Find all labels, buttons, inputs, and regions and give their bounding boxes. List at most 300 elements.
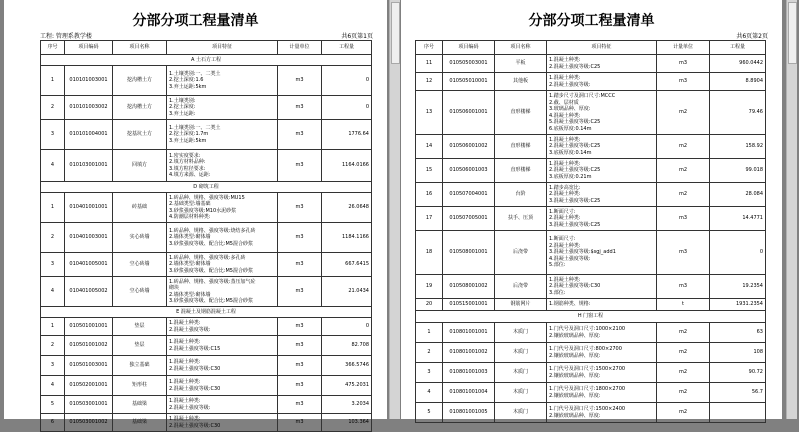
item-unit: m2 xyxy=(657,91,710,135)
table-row xyxy=(41,356,372,376)
item-number: 16 xyxy=(416,183,443,207)
item-number: 13 xyxy=(416,91,443,135)
item-quantity: 1184.1166 xyxy=(322,223,372,253)
item-features xyxy=(547,275,657,299)
item-quantity xyxy=(710,403,766,423)
feature-line: 2.挖土深度:1.7m xyxy=(169,131,209,138)
item-features xyxy=(167,223,278,253)
item-name: 矩形柱 xyxy=(113,376,167,396)
vertical-scrollbar[interactable] xyxy=(786,0,797,419)
item-name: 基础梁 xyxy=(113,396,167,414)
document-page-1 xyxy=(4,0,387,429)
feature-line: 1.土壤类别:一、二类土 xyxy=(169,70,221,77)
item-features xyxy=(547,343,657,363)
item-quantity: 82.708 xyxy=(322,336,372,356)
item-features xyxy=(167,150,278,182)
item-code: 010503001002 xyxy=(65,414,113,432)
item-quantity: 1931.2354 xyxy=(710,299,766,311)
item-number: 1 xyxy=(41,318,65,336)
item-quantity: 21.0434 xyxy=(322,277,372,307)
item-features xyxy=(167,96,278,120)
item-unit: m3 xyxy=(278,396,322,414)
item-code: 010501003001 xyxy=(65,356,113,376)
table-row xyxy=(41,376,372,396)
table-row xyxy=(416,343,766,363)
feature-line: 1.混凝土种类: xyxy=(549,160,581,167)
item-features xyxy=(547,73,657,91)
table-row xyxy=(416,73,766,91)
feature-line: 1.门代号及洞口尺寸:1500×2400 xyxy=(549,406,626,412)
item-quantity: 960.0442 xyxy=(710,55,766,73)
item-unit: m3 xyxy=(278,414,322,432)
item-number: 5 xyxy=(416,403,443,423)
item-number: 2 xyxy=(41,96,65,120)
item-number: 2 xyxy=(41,336,65,356)
item-unit: m3 xyxy=(657,55,710,73)
section-row xyxy=(41,307,372,318)
item-code: 010401005001 xyxy=(65,253,113,277)
item-number: 17 xyxy=(416,207,443,231)
item-name: 木质门 xyxy=(495,363,547,383)
item-quantity: 90.72 xyxy=(710,363,766,383)
col-header: 项目编码 xyxy=(65,41,113,55)
feature-line: 1.砖品种、规格、强度等级:多孔砖 xyxy=(169,254,246,261)
item-quantity: 1164.0166 xyxy=(322,150,372,182)
item-number: 14 xyxy=(416,135,443,159)
feature-line: 1.土壤类别: xyxy=(169,97,196,104)
feature-line: 2.混凝土强度等级: xyxy=(549,81,591,88)
feature-line: 2.镶嵌玻璃品种、厚度: xyxy=(549,332,601,339)
item-features xyxy=(167,336,278,356)
table-row xyxy=(416,383,766,403)
item-features xyxy=(167,414,278,432)
section-title: D 砌筑工程 xyxy=(41,182,372,193)
item-name: 回填方 xyxy=(113,150,167,182)
item-number: 1 xyxy=(41,66,65,96)
item-features xyxy=(167,376,278,396)
feature-line: 3.部位: xyxy=(549,289,566,296)
project-label: 工程: 管理系教学楼 xyxy=(40,33,92,40)
item-name: 挖基坑土方 xyxy=(113,120,167,150)
item-features xyxy=(167,253,278,277)
item-unit: m3 xyxy=(278,336,322,356)
feature-line: 6.底板厚度:0.14m xyxy=(549,125,592,132)
feature-line: 1.混凝土种类: xyxy=(169,320,201,326)
item-quantity: 1776.64 xyxy=(322,120,372,150)
item-quantity: 0 xyxy=(322,96,372,120)
feature-line: 2.混凝土种类: xyxy=(549,191,581,198)
col-header: 工程量 xyxy=(710,41,766,55)
feature-line: 1.断面尺寸: xyxy=(549,208,576,215)
item-features xyxy=(547,403,657,423)
item-name: 木质门 xyxy=(495,383,547,403)
item-number: 4 xyxy=(41,277,65,307)
feature-line: 3.底板厚度:0.21m xyxy=(549,173,592,180)
item-unit: m3 xyxy=(278,193,322,223)
item-unit: m3 xyxy=(278,66,322,96)
item-unit: m2 xyxy=(657,383,710,403)
col-header: 项目特征 xyxy=(167,41,278,55)
item-quantity: 63 xyxy=(710,323,766,343)
item-unit: m3 xyxy=(278,120,322,150)
item-features xyxy=(167,318,278,336)
table-row xyxy=(416,299,766,311)
item-code: 010506001003 xyxy=(443,159,495,183)
item-unit: m3 xyxy=(278,96,322,120)
item-code: 010801001004 xyxy=(443,383,495,403)
item-name: 后浇带 xyxy=(495,275,547,299)
feature-line: 2.混凝土种类: xyxy=(549,215,581,222)
feature-line: 2.混凝土种类: xyxy=(549,242,581,249)
item-quantity: 99.018 xyxy=(710,159,766,183)
document-page-2 xyxy=(401,0,782,419)
item-features xyxy=(167,66,278,96)
feature-line: 1.踏步高宽比: xyxy=(549,184,581,191)
item-code: 010508001002 xyxy=(443,275,495,299)
item-number: 20 xyxy=(416,299,443,311)
feature-line: 2.截、层材质 xyxy=(549,99,579,106)
feature-line: 3.砂浆强度等级、配合比:M5混合砂浆 xyxy=(169,240,253,247)
item-features xyxy=(547,299,657,311)
item-unit: m3 xyxy=(278,376,322,396)
item-quantity: 475.2031 xyxy=(322,376,372,396)
item-code: 010506001002 xyxy=(443,135,495,159)
item-unit: m2 xyxy=(657,343,710,363)
feature-line: 2.挖土深度: xyxy=(169,104,196,111)
feature-line: 3.填方粒径要求: xyxy=(169,165,206,172)
section-title: E 混凝土及钢筋混凝土工程 xyxy=(41,307,372,318)
item-name: 钢筋网片 xyxy=(495,299,547,311)
feature-line: 1.混凝土种类: xyxy=(549,276,581,283)
table-row xyxy=(416,207,766,231)
feature-line: 1.钢筋种类、规格: xyxy=(549,301,591,308)
feature-line: 2.混凝土强度等级: xyxy=(169,326,211,333)
table-row xyxy=(416,403,766,423)
feature-line: 4.混凝土种类: xyxy=(549,112,581,119)
feature-line: 2.墙体类型:砌体墙 xyxy=(169,291,211,298)
feature-line: 2.镶嵌玻璃品种、厚度: xyxy=(549,392,601,399)
item-number: 2 xyxy=(416,343,443,363)
col-header: 项目编码 xyxy=(443,41,495,55)
item-number: 4 xyxy=(41,150,65,182)
item-name: 垫层 xyxy=(113,318,167,336)
item-code: 010503001001 xyxy=(65,396,113,414)
feature-line: 1.混凝土种类: xyxy=(169,416,201,422)
table-row xyxy=(41,66,372,96)
item-quantity: 0 xyxy=(322,318,372,336)
item-code: 010401001001 xyxy=(65,193,113,223)
feature-line: 4.防潮层材料种类: xyxy=(169,214,211,220)
feature-line: 1.砖品种、规格、强度等级:蒸压加气砼 xyxy=(169,278,256,285)
feature-line: 2.混凝土强度等级:C15 xyxy=(169,345,221,352)
item-code: 010103001001 xyxy=(65,150,113,182)
col-header: 序号 xyxy=(41,41,65,55)
table-row xyxy=(41,223,372,253)
item-quantity: 667.6415 xyxy=(322,253,372,277)
item-code: 010501001001 xyxy=(65,318,113,336)
item-code: 010401003001 xyxy=(65,223,113,253)
feature-line: 4.混凝土强度等级: xyxy=(549,255,591,262)
feature-line: 1.混凝土种类: xyxy=(549,136,581,143)
item-code: 010801001002 xyxy=(443,343,495,363)
item-number: 15 xyxy=(416,159,443,183)
item-name: 空心砖墙 xyxy=(113,277,167,307)
feature-line: 1.门代号及洞口尺寸:1000×2100 xyxy=(549,326,626,332)
feature-line: 3.混凝土强度等级:$sgj_add1 xyxy=(549,249,616,256)
section-row xyxy=(416,311,766,323)
item-name: 木质门 xyxy=(495,343,547,363)
item-name: 台阶 xyxy=(495,183,547,207)
item-features xyxy=(167,120,278,150)
page-info: 共6页第2页 xyxy=(736,33,768,40)
item-name: 垫层 xyxy=(113,336,167,356)
feature-line: 2.混凝土强度等级: xyxy=(169,404,211,411)
item-features xyxy=(547,91,657,135)
feature-line: 3.玻璃品种、厚度: xyxy=(549,106,591,112)
col-header: 序号 xyxy=(416,41,443,55)
item-quantity: 28.084 xyxy=(710,183,766,207)
item-name: 其他板 xyxy=(495,73,547,91)
item-code: 010515001001 xyxy=(443,299,495,311)
feature-line: 1.混凝土种类: xyxy=(549,75,581,81)
item-number: 3 xyxy=(41,253,65,277)
item-unit: m3 xyxy=(657,275,710,299)
feature-line: 2.墙体类型:砌体墙 xyxy=(169,261,211,268)
feature-line: 1.混凝土种类: xyxy=(169,379,201,385)
item-number: 3 xyxy=(416,363,443,383)
item-unit: m2 xyxy=(657,363,710,383)
feature-line: 1.断面尺寸: xyxy=(549,236,576,243)
feature-line: 1.混凝土种类: xyxy=(169,398,201,404)
item-features xyxy=(547,323,657,343)
item-quantity: 0 xyxy=(322,66,372,96)
item-quantity: 19.2354 xyxy=(710,275,766,299)
section-title: H 门窗工程 xyxy=(416,311,766,323)
item-quantity: 0 xyxy=(710,231,766,275)
feature-line: 1.土壤类别:一、二类土 xyxy=(169,124,221,131)
item-number: 3 xyxy=(41,356,65,376)
table-row xyxy=(41,253,372,277)
item-features xyxy=(547,159,657,183)
feature-line: 1.踏步尺寸及洞口尺寸:MCCC xyxy=(549,93,616,99)
feature-line: 3.砂浆强度等级、配合比:M5混合砂浆 xyxy=(169,298,253,304)
feature-line: 3.砂浆强度等级:M10水泥砂浆 xyxy=(169,207,237,214)
item-features xyxy=(167,193,278,223)
item-code: 010101003002 xyxy=(65,96,113,120)
table-row xyxy=(416,183,766,207)
feature-line: 3.弃土运距: xyxy=(169,110,196,117)
item-quantity: 14.4771 xyxy=(710,207,766,231)
item-name: 砖基础 xyxy=(113,193,167,223)
feature-line: 2.混凝土强度等级:C25 xyxy=(549,167,601,174)
item-features xyxy=(167,277,278,307)
table-row xyxy=(41,336,372,356)
item-unit: m3 xyxy=(278,277,322,307)
table-row xyxy=(416,231,766,275)
item-unit: m3 xyxy=(657,207,710,231)
feature-line: 2.混凝土强度等级:C30 xyxy=(549,283,601,290)
feature-line: 2.镶嵌玻璃品种、厚度: xyxy=(549,372,601,379)
feature-line: 砌块 xyxy=(169,285,180,291)
col-header: 计量单位 xyxy=(278,41,322,55)
item-unit: m3 xyxy=(657,231,710,275)
feature-line: 2.混凝土强度等级:C30 xyxy=(169,365,221,372)
table-row xyxy=(416,91,766,135)
item-code: 010501001002 xyxy=(65,336,113,356)
feature-line: 5.混凝土强度等级:C25 xyxy=(549,119,601,125)
item-features xyxy=(167,356,278,376)
item-code: 010101003001 xyxy=(65,66,113,96)
col-header: 项目名称 xyxy=(113,41,167,55)
feature-line: 1.混凝土种类: xyxy=(549,57,581,63)
bill-table xyxy=(40,40,372,432)
item-features xyxy=(547,231,657,275)
item-code: 010801001001 xyxy=(443,323,495,343)
feature-line: 4.填方来源、运距: xyxy=(169,172,211,178)
item-number: 18 xyxy=(416,231,443,275)
feature-line: 1.门代号及洞口尺寸:1500×2700 xyxy=(549,366,626,372)
item-features xyxy=(547,207,657,231)
page-title: 分部分项工程量清单 xyxy=(132,13,259,29)
item-name: 挖沟槽土方 xyxy=(113,66,167,96)
item-unit: m3 xyxy=(278,253,322,277)
item-quantity: 103.364 xyxy=(322,414,372,432)
feature-line: 1.砖品种、规格、强度等级:烧结多孔砖 xyxy=(169,227,256,234)
item-quantity: 56.7 xyxy=(710,383,766,403)
item-number: 6 xyxy=(41,414,65,432)
item-number: 4 xyxy=(416,383,443,403)
item-features xyxy=(547,135,657,159)
feature-line: 5.部位: xyxy=(549,262,566,269)
item-name: 木质门 xyxy=(495,323,547,343)
item-code: 010101004001 xyxy=(65,120,113,150)
item-features xyxy=(547,363,657,383)
table-row xyxy=(416,135,766,159)
table-row xyxy=(41,96,372,120)
item-code: 010507005001 xyxy=(443,207,495,231)
item-features xyxy=(167,396,278,414)
table-row xyxy=(416,55,766,73)
item-quantity: 108 xyxy=(710,343,766,363)
item-unit: m2 xyxy=(657,135,710,159)
table-row xyxy=(416,275,766,299)
feature-line: 3.混凝土强度等级:C25 xyxy=(549,197,601,204)
feature-line: 3.弃土运距:5km xyxy=(169,83,207,90)
feature-line: 3.底板厚度:0.14m xyxy=(549,149,592,156)
feature-line: 2.基础类型:墙基础 xyxy=(169,201,211,207)
table-row xyxy=(41,318,372,336)
col-header: 项目名称 xyxy=(495,41,547,55)
table-row xyxy=(416,159,766,183)
item-unit: t xyxy=(657,299,710,311)
item-name: 后浇带 xyxy=(495,231,547,275)
table-row xyxy=(41,277,372,307)
table-row xyxy=(416,363,766,383)
item-name: 空心砖墙 xyxy=(113,253,167,277)
item-quantity: 8.8904 xyxy=(710,73,766,91)
feature-line: 2.填方材料品种: xyxy=(169,159,206,165)
feature-line: 1.混凝土种类: xyxy=(169,339,201,345)
table-header-row xyxy=(416,41,766,55)
section-row xyxy=(41,182,372,193)
item-name: 实心砖墙 xyxy=(113,223,167,253)
table-row xyxy=(41,414,372,432)
item-code: 010801001005 xyxy=(443,403,495,423)
table-row xyxy=(41,120,372,150)
item-number: 11 xyxy=(416,55,443,73)
item-code: 010505010001 xyxy=(443,73,495,91)
item-unit: m3 xyxy=(278,318,322,336)
item-quantity: 366.5746 xyxy=(322,356,372,376)
item-name: 木质门 xyxy=(495,403,547,423)
item-code: 010502001001 xyxy=(65,376,113,396)
item-name: 直形楼梯 xyxy=(495,159,547,183)
feature-line: 1.门代号及洞口尺寸:800×2700 xyxy=(549,346,622,352)
feature-line: 3.混凝土强度等级:C25 xyxy=(549,221,601,228)
item-code: 010507004001 xyxy=(443,183,495,207)
scrollbar-thumb[interactable] xyxy=(391,2,400,64)
item-unit: m2 xyxy=(657,183,710,207)
feature-line: 1.门代号及洞口尺寸:1800×2700 xyxy=(549,386,626,392)
section-row xyxy=(41,55,372,66)
feature-line: 1.混凝土种类: xyxy=(169,359,201,365)
item-code: 010801001003 xyxy=(443,363,495,383)
item-number: 1 xyxy=(416,323,443,343)
item-code: 010508001001 xyxy=(443,231,495,275)
table-header-row xyxy=(41,41,372,55)
table-row xyxy=(41,193,372,223)
item-code: 010401005002 xyxy=(65,277,113,307)
feature-line: 2.镶嵌玻璃品种、厚度: xyxy=(549,412,601,419)
item-number: 19 xyxy=(416,275,443,299)
item-unit: m3 xyxy=(278,356,322,376)
item-code: 010506001001 xyxy=(443,91,495,135)
item-unit: m2 xyxy=(657,403,710,423)
col-header: 计量单位 xyxy=(657,41,710,55)
item-quantity: 79.46 xyxy=(710,91,766,135)
table-row xyxy=(416,323,766,343)
feature-line: 3.砂浆强度等级、配合比:M5混合砂浆 xyxy=(169,267,253,274)
item-quantity: 158.92 xyxy=(710,135,766,159)
item-name: 直形楼梯 xyxy=(495,91,547,135)
item-features xyxy=(547,55,657,73)
feature-line: 2.混凝土强度等级:C25 xyxy=(549,63,601,70)
feature-line: 2.镶嵌玻璃品种、厚度: xyxy=(549,352,601,359)
item-unit: m3 xyxy=(278,150,322,182)
bill-table xyxy=(415,40,766,423)
table-row xyxy=(41,150,372,182)
scrollbar-thumb[interactable] xyxy=(788,2,797,64)
item-name: 平板 xyxy=(495,55,547,73)
item-name: 基础梁 xyxy=(113,414,167,432)
item-name: 挖沟槽土方 xyxy=(113,96,167,120)
item-name: 独立基础 xyxy=(113,356,167,376)
page-title: 分部分项工程量清单 xyxy=(528,13,655,29)
item-number: 1 xyxy=(41,193,65,223)
col-header: 工程量 xyxy=(322,41,372,55)
item-quantity: 3.2034 xyxy=(322,396,372,414)
item-features xyxy=(547,183,657,207)
feature-line: 2.混凝土强度等级:C30 xyxy=(169,422,221,429)
vertical-scrollbar[interactable] xyxy=(389,0,400,419)
item-quantity: 26.0648 xyxy=(322,193,372,223)
item-number: 12 xyxy=(416,73,443,91)
item-number: 5 xyxy=(41,396,65,414)
feature-line: 1.砖品种、规格、强度等级:MU15 xyxy=(169,194,245,201)
feature-line: 2.混凝土强度等级:C30 xyxy=(169,385,221,392)
item-number: 2 xyxy=(41,223,65,253)
section-title: A 土石方工程 xyxy=(41,55,372,66)
